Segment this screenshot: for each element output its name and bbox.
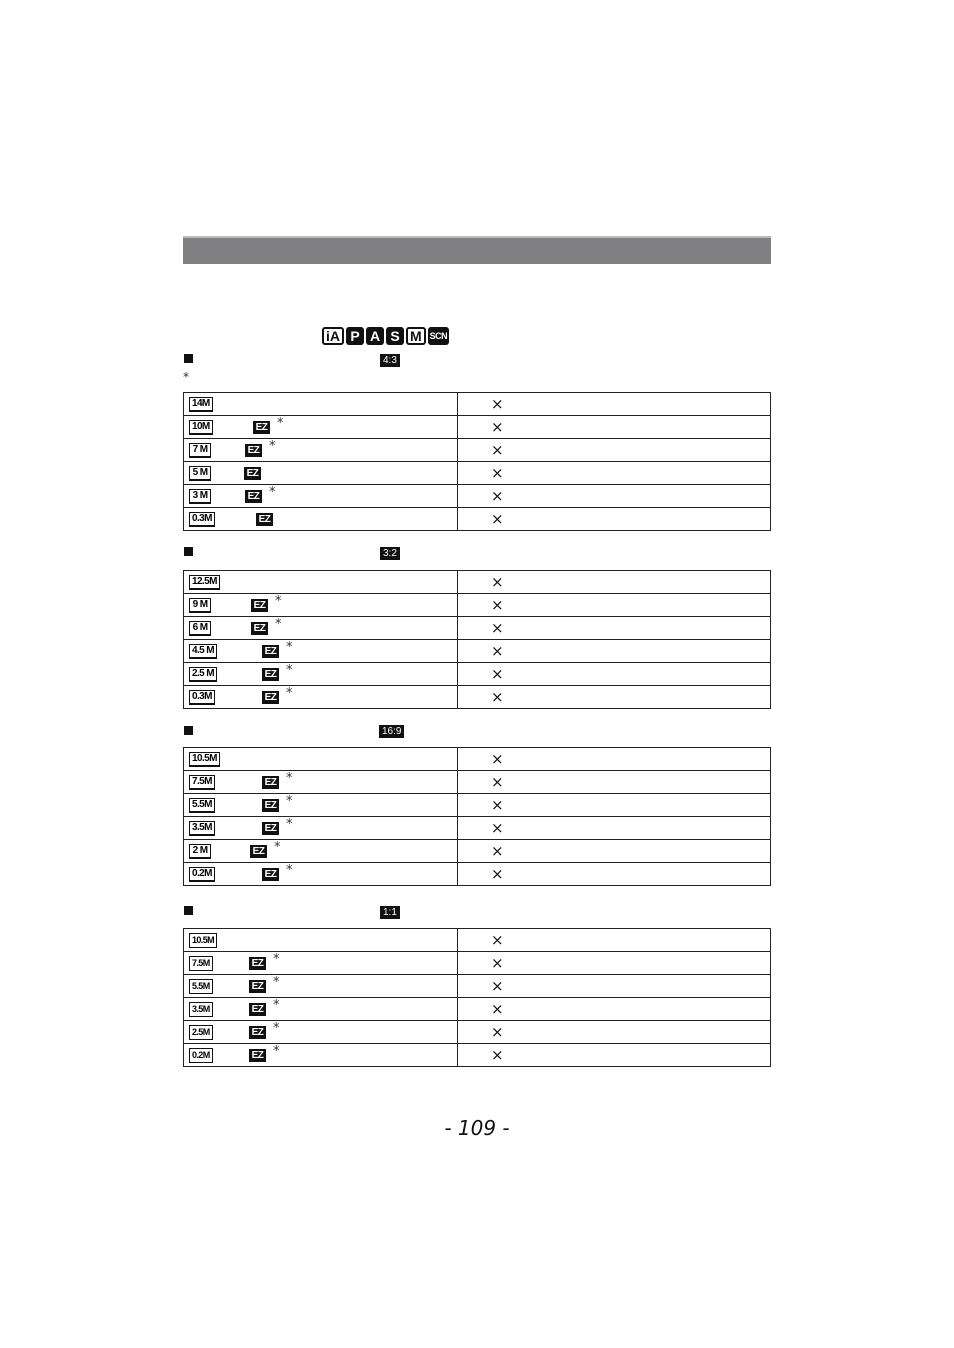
footnote-asterisk: * [273, 1021, 280, 1036]
picture-size-icon: 7.5M [189, 775, 215, 790]
picture-size-icon: 4.5 M [189, 644, 217, 659]
extended-zoom-icon: EZ [249, 1003, 266, 1016]
aspect-ratio-icon: 3:2 [380, 547, 400, 560]
picture-size-cell [184, 462, 458, 485]
cross-mark: × [491, 977, 504, 995]
value-cell [458, 771, 771, 794]
cross-mark: × [491, 865, 504, 883]
table-row [184, 416, 771, 439]
footnote-asterisk: * [286, 686, 293, 701]
table-row [184, 686, 771, 709]
picture-size-cell [184, 748, 458, 771]
cross-mark: × [491, 596, 504, 614]
picture-size-cell [184, 840, 458, 863]
table-row [184, 640, 771, 663]
section-bullet [184, 547, 193, 556]
table-row [184, 794, 771, 817]
picture-size-icon: 10.5M [189, 933, 217, 948]
picture-size-icon: 2.5M [189, 1025, 213, 1040]
table-row [184, 571, 771, 594]
footnote-asterisk: * [273, 998, 280, 1013]
value-cell [458, 416, 771, 439]
footnote-asterisk: * [273, 1044, 280, 1059]
extended-zoom-icon: EZ [250, 845, 267, 858]
value-cell [458, 393, 771, 416]
cross-mark: × [491, 573, 504, 591]
footnote-asterisk: * [273, 975, 280, 990]
section-bullet [184, 906, 193, 915]
table-row [184, 594, 771, 617]
cross-mark: × [491, 1023, 504, 1041]
table-row [184, 393, 771, 416]
extended-zoom-icon: EZ [256, 513, 273, 526]
picture-size-icon: 10.5M [189, 752, 220, 767]
extended-zoom-icon: EZ [262, 645, 279, 658]
cross-mark: × [491, 750, 504, 768]
table-row [184, 817, 771, 840]
table-row [184, 952, 771, 975]
value-cell [458, 952, 771, 975]
extended-zoom-icon: EZ [251, 622, 268, 635]
section-bullet [184, 354, 193, 363]
footnote-asterisk: * [286, 640, 293, 655]
picture-size-cell [184, 863, 458, 886]
cross-mark: × [491, 510, 504, 528]
table-row [184, 975, 771, 998]
picture-size-icon: 3.5M [189, 1002, 213, 1017]
cross-mark: × [491, 665, 504, 683]
cross-mark: × [491, 464, 504, 482]
value-cell [458, 617, 771, 640]
table-row [184, 748, 771, 771]
value-cell [458, 929, 771, 952]
cross-mark: × [491, 418, 504, 436]
picture-size-cell [184, 594, 458, 617]
value-cell [458, 863, 771, 886]
picture-size-cell [184, 439, 458, 462]
picture-size-cell [184, 975, 458, 998]
table-row [184, 929, 771, 952]
picture-size-cell [184, 416, 458, 439]
cross-mark: × [491, 842, 504, 860]
intelligent-auto-mode-icon: iA [322, 327, 344, 345]
extended-zoom-icon: EZ [249, 957, 266, 970]
value-cell [458, 998, 771, 1021]
picture-size-cell [184, 485, 458, 508]
extended-zoom-icon: EZ [253, 421, 270, 434]
value-cell [458, 508, 771, 531]
extended-zoom-icon: EZ [245, 444, 262, 457]
value-cell [458, 640, 771, 663]
picture-size-icon: 12.5M [189, 575, 220, 590]
picture-size-cell [184, 508, 458, 531]
cross-mark: × [491, 688, 504, 706]
picture-size-cell [184, 571, 458, 594]
picture-size-cell [184, 1021, 458, 1044]
extended-zoom-icon: EZ [262, 691, 279, 704]
footnote-asterisk: * [275, 617, 282, 632]
picture-size-table [183, 928, 771, 1067]
table-row [184, 508, 771, 531]
aspect-ratio-icon: 16:9 [379, 725, 404, 738]
picture-size-icon: 5.5M [189, 979, 213, 994]
cross-mark: × [491, 1046, 504, 1064]
value-cell [458, 817, 771, 840]
page-number: - 109 - [444, 1116, 510, 1140]
extended-zoom-icon: EZ [249, 1049, 266, 1062]
picture-size-table [183, 392, 771, 531]
manual-mode-icon: M [406, 327, 426, 345]
picture-size-icon: 7 M [189, 443, 211, 458]
picture-size-cell [184, 998, 458, 1021]
extended-zoom-icon: EZ [262, 868, 279, 881]
table-row [184, 840, 771, 863]
table-row [184, 462, 771, 485]
cross-mark: × [491, 619, 504, 637]
picture-size-icon: 0.2M [189, 1048, 213, 1063]
picture-size-cell [184, 617, 458, 640]
picture-size-cell [184, 771, 458, 794]
picture-size-icon: 0.3M [189, 690, 215, 705]
picture-size-cell [184, 640, 458, 663]
extended-zoom-icon: EZ [262, 668, 279, 681]
picture-size-table [183, 570, 771, 709]
picture-size-icon: 5 M [189, 466, 211, 481]
picture-size-cell [184, 663, 458, 686]
footnote-asterisk: * [277, 416, 284, 431]
value-cell [458, 571, 771, 594]
value-cell [458, 594, 771, 617]
section-header-bar [183, 236, 771, 264]
picture-size-icon: 5.5M [189, 798, 215, 813]
picture-size-icon: 9 M [189, 598, 211, 613]
cross-mark: × [491, 1000, 504, 1018]
value-cell [458, 1044, 771, 1067]
cross-mark: × [491, 773, 504, 791]
value-cell [458, 840, 771, 863]
cross-mark: × [491, 441, 504, 459]
value-cell [458, 1021, 771, 1044]
picture-size-cell [184, 817, 458, 840]
value-cell [458, 748, 771, 771]
shutter-priority-mode-icon: S [386, 327, 404, 345]
picture-size-cell [184, 1044, 458, 1067]
footnote-asterisk: * [274, 840, 281, 855]
picture-size-table [183, 747, 771, 886]
value-cell [458, 975, 771, 998]
picture-size-icon: 14M [189, 397, 213, 412]
table-row [184, 1044, 771, 1067]
picture-size-icon: 2.5 M [189, 667, 217, 682]
extended-zoom-icon: EZ [249, 1026, 266, 1039]
aperture-priority-mode-icon: A [366, 327, 384, 345]
table-row [184, 863, 771, 886]
picture-size-cell [184, 952, 458, 975]
value-cell [458, 439, 771, 462]
value-cell [458, 663, 771, 686]
cross-mark: × [491, 931, 504, 949]
picture-size-icon: 3.5M [189, 821, 215, 836]
footnote-asterisk: * [286, 863, 293, 878]
extended-zoom-icon: EZ [262, 822, 279, 835]
extended-zoom-icon: EZ [251, 599, 268, 612]
extended-zoom-icon: EZ [244, 467, 261, 480]
cross-mark: × [491, 487, 504, 505]
footnote-asterisk: * [286, 663, 293, 678]
cross-mark: × [491, 796, 504, 814]
cross-mark: × [491, 642, 504, 660]
asterisk-note: * [183, 370, 189, 384]
extended-zoom-icon: EZ [245, 490, 262, 503]
value-cell [458, 794, 771, 817]
picture-size-icon: 7.5M [189, 956, 213, 971]
picture-size-cell [184, 686, 458, 709]
cross-mark: × [491, 954, 504, 972]
picture-size-icon: 2 M [189, 844, 211, 859]
table-row [184, 617, 771, 640]
program-mode-icon: P [346, 327, 364, 345]
footnote-asterisk: * [286, 817, 293, 832]
picture-size-cell [184, 794, 458, 817]
footnote-asterisk: * [286, 771, 293, 786]
footnote-asterisk: * [269, 485, 276, 500]
footnote-asterisk: * [286, 794, 293, 809]
table-row [184, 663, 771, 686]
extended-zoom-icon: EZ [249, 980, 266, 993]
table-row [184, 771, 771, 794]
picture-size-cell [184, 393, 458, 416]
extended-zoom-icon: EZ [262, 776, 279, 789]
extended-zoom-icon: EZ [262, 799, 279, 812]
table-row [184, 439, 771, 462]
footnote-asterisk: * [269, 439, 276, 454]
cross-mark: × [491, 395, 504, 413]
value-cell [458, 462, 771, 485]
picture-size-cell [184, 929, 458, 952]
mode-icons [322, 327, 449, 345]
value-cell [458, 686, 771, 709]
value-cell [458, 485, 771, 508]
aspect-ratio-icon: 1:1 [380, 906, 400, 919]
scene-mode-icon: SCN [428, 327, 450, 345]
picture-size-icon: 0.3M [189, 512, 215, 527]
picture-size-icon: 10M [189, 420, 213, 435]
footnote-asterisk: * [275, 594, 282, 609]
table-row [184, 998, 771, 1021]
section-bullet [184, 726, 193, 735]
picture-size-icon: 3 M [189, 489, 211, 504]
footnote-asterisk: * [273, 952, 280, 967]
cross-mark: × [491, 819, 504, 837]
aspect-ratio-icon: 4:3 [380, 354, 400, 367]
picture-size-icon: 6 M [189, 621, 211, 636]
picture-size-icon: 0.2M [189, 867, 215, 882]
table-row [184, 485, 771, 508]
table-row [184, 1021, 771, 1044]
